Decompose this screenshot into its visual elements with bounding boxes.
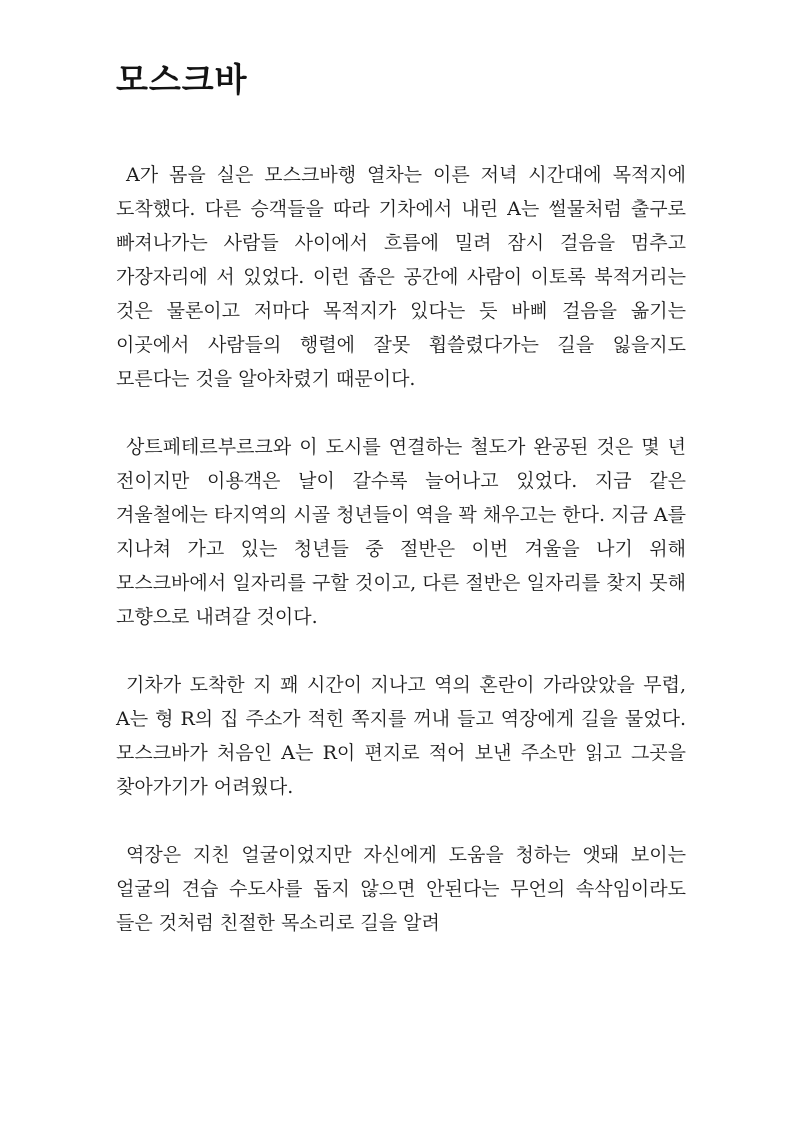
page-title: 모스크바: [116, 60, 248, 99]
paragraph: 역장은 지친 얼굴이었지만 자신에게 도움을 청하는 앳돼 보이는 얼굴의 견습 수도사를 돕지 않으면 안된다는 무언의 속삭임이라도 들은 것처럼 친절한 목소리로 길을 알려: [116, 844, 686, 934]
paragraph: 상트페테르부르크와 이 도시를 연결하는 철도가 완공된 것은 몇 년 전이지만 이용객은 날이 갈수록 늘어나고 있었다. 지금 같은 겨울철에는 타지역의 시골 청년들이 역을 꽉 채우고는 한다. 지금 A를 지나쳐 가고 있는 청년들 중 절반은 이번 겨울을 나기 위해 모스크바에서 일자리를 구할 것이고, 다른 절반은 일자리를 찾지 못해 고향으로 내려갈 것이다.: [116, 436, 686, 628]
paragraph: A가 몸을 실은 모스크바행 열차는 이른 저녁 시간대에 목적지에 도착했다. 다른 승객들을 따라 기차에서 내린 A는 썰물처럼 출구로 빠져나가는 사람들 사이에서 흐름에 밀려 잠시 걸음을 멈추고 가장자리에 서 있었다. 이런 좁은 공간에 사람이 이토록 북적거리는 것은 물론이고 저마다 목적지가 있다는 듯 바삐 걸음을 옮기는 이곳에서 사람들의 행렬에 잘못 휩쓸렸다가는 길을 잃을지도 모른다는 것을 알아차렸기 때문이다.: [116, 164, 686, 390]
paragraph: 기차가 도착한 지 꽤 시간이 지나고 역의 혼란이 가라앉았을 무렵, A는 형 R의 집 주소가 적힌 쪽지를 꺼내 들고 역장에게 길을 물었다. 모스크바가 처음인 A는 R이 편지로 적어 보낸 주소만 읽고 그곳을 찾아가기가 어려웠다.: [116, 674, 686, 798]
document-body: [116, 158, 686, 940]
document-page: [116, 58, 686, 974]
